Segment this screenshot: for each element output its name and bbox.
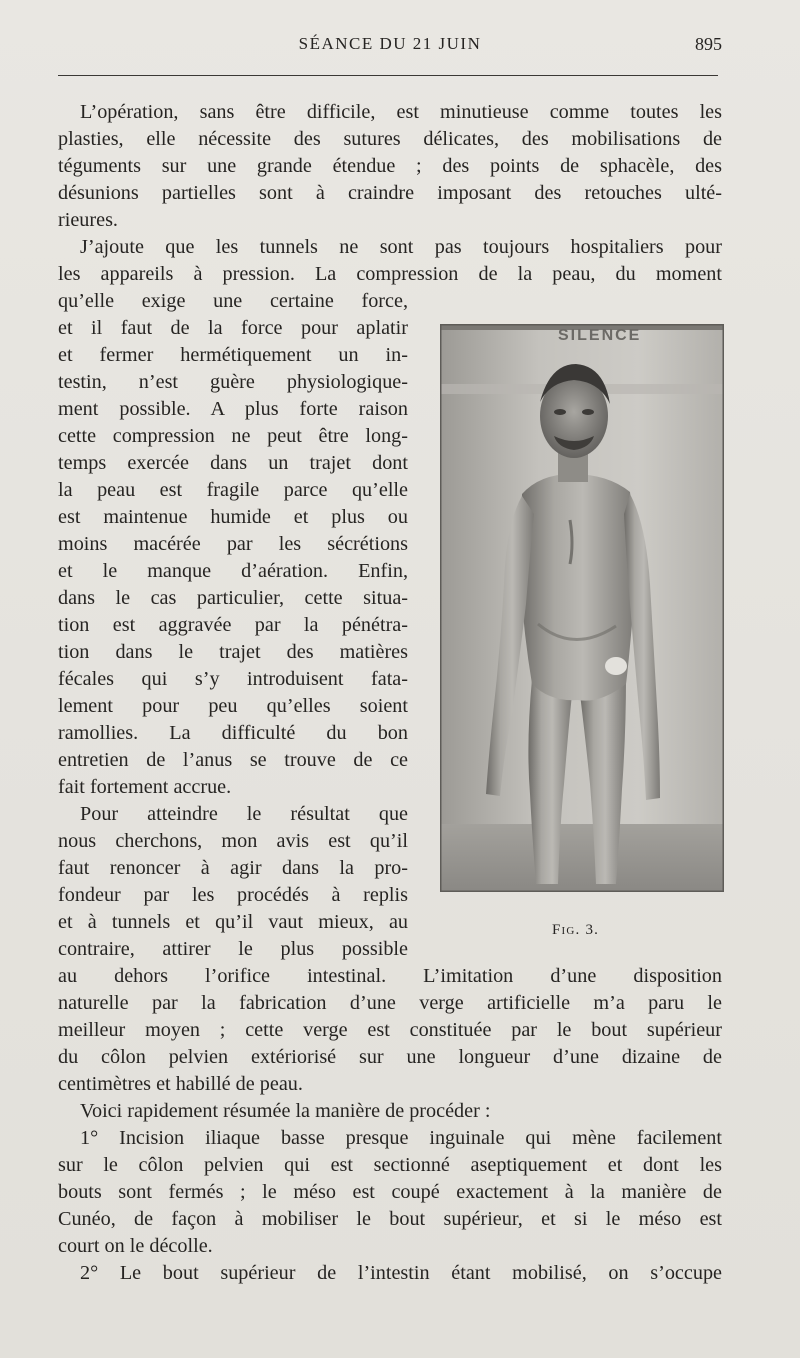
- text-line: du côlon pelvien extériorisé sur une longueur d’une dizaine de: [58, 1046, 722, 1068]
- text-line: Pour atteindre le résultat que: [80, 803, 408, 825]
- text-line: et le manque d’aération. Enfin,: [58, 560, 408, 582]
- text-line: contraire, attirer le plus possible: [58, 938, 408, 960]
- text-line: centimètres et habillé de peau.: [58, 1073, 303, 1095]
- figure-caption: Fig. 3.: [552, 922, 600, 938]
- figure-photograph: [440, 324, 724, 892]
- page-header: [58, 32, 722, 62]
- text-line: désunions partielles sont à craindre imposant des retouches ulté-: [58, 182, 722, 204]
- page-number: 895: [695, 34, 722, 54]
- text-line: fécales qui s’y introduisent fata-: [58, 668, 408, 690]
- text-line: court on le décolle.: [58, 1235, 213, 1257]
- text-line: et à tunnels et qu’il vaut mieux, au: [58, 911, 408, 933]
- running-title: SÉANCE DU 21 JUIN: [298, 34, 482, 53]
- text-line: qu’elle exige une certaine force,: [58, 290, 408, 312]
- text-line: 2° Le bout supérieur de l’intestin étant mobilisé, on s’occupe: [80, 1262, 722, 1284]
- text-line: entretien de l’anus se trouve de ce: [58, 749, 408, 771]
- text-line: tion est aggravée par la pénétra-: [58, 614, 408, 636]
- text-line: plasties, elle nécessite des sutures délicates, des mobilisations de: [58, 128, 722, 150]
- text-line: au dehors l’orifice intestinal. L’imitation d’une disposition: [58, 965, 722, 987]
- text-line: et fermer hermétiquement un in-: [58, 344, 408, 366]
- text-line: ment possible. A plus forte raison: [58, 398, 408, 420]
- text-line: L’opération, sans être difficile, est minutieuse comme toutes les: [80, 101, 722, 123]
- text-line: 1° Incision iliaque basse presque inguinale qui mène facilement: [80, 1127, 722, 1149]
- text-line: la peau est fragile parce qu’elle: [58, 479, 408, 501]
- text-line: dans le cas particulier, cette situa-: [58, 587, 408, 609]
- text-line: lement pour peu qu’elles soient: [58, 695, 408, 717]
- text-line: fait fortement accrue.: [58, 776, 232, 798]
- text-line: cette compression ne peut être long-: [58, 425, 408, 447]
- header-rule: [58, 75, 718, 76]
- text-line: faut renoncer à agir dans la pro-: [58, 857, 408, 879]
- text-line: nous cherchons, mon avis est qu’il: [58, 830, 408, 852]
- text-line: temps exercée dans un trajet dont: [58, 452, 408, 474]
- text-line: fondeur par les procédés à replis: [58, 884, 408, 906]
- text-line: Cunéo, de façon à mobiliser le bout supérieur, et si le méso est: [58, 1208, 722, 1230]
- photo-wall-lettering: SILENCE: [558, 327, 642, 344]
- text-line: testin, n’est guère physiologique-: [58, 371, 408, 393]
- text-line: rieures.: [58, 209, 118, 231]
- text-line: Voici rapidement résumée la manière de procéder :: [80, 1100, 491, 1122]
- text-line: sur le côlon pelvien qui est sectionné aseptiquement et dont les: [58, 1154, 722, 1176]
- text-line: bouts sont fermés ; le méso est coupé exactement à la manière de: [58, 1181, 722, 1203]
- text-line: tion dans le trajet des matières: [58, 641, 408, 663]
- text-line: et il faut de la force pour aplatir: [58, 317, 408, 339]
- text-line: naturelle par la fabrication d’une verge artificielle m’a paru le: [58, 992, 722, 1014]
- text-line: est maintenue humide et plus ou: [58, 506, 408, 528]
- text-line: meilleur moyen ; cette verge est constituée par le bout supérieur: [58, 1019, 722, 1041]
- text-line: les appareils à pression. La compression de la peau, du moment: [58, 263, 722, 285]
- text-line: J’ajoute que les tunnels ne sont pas toujours hospitaliers pour: [80, 236, 722, 258]
- text-line: ramollies. La difficulté du bon: [58, 722, 408, 744]
- text-line: téguments sur une grande étendue ; des points de sphacèle, des: [58, 155, 722, 177]
- text-line: moins macérée par les sécrétions: [58, 533, 408, 555]
